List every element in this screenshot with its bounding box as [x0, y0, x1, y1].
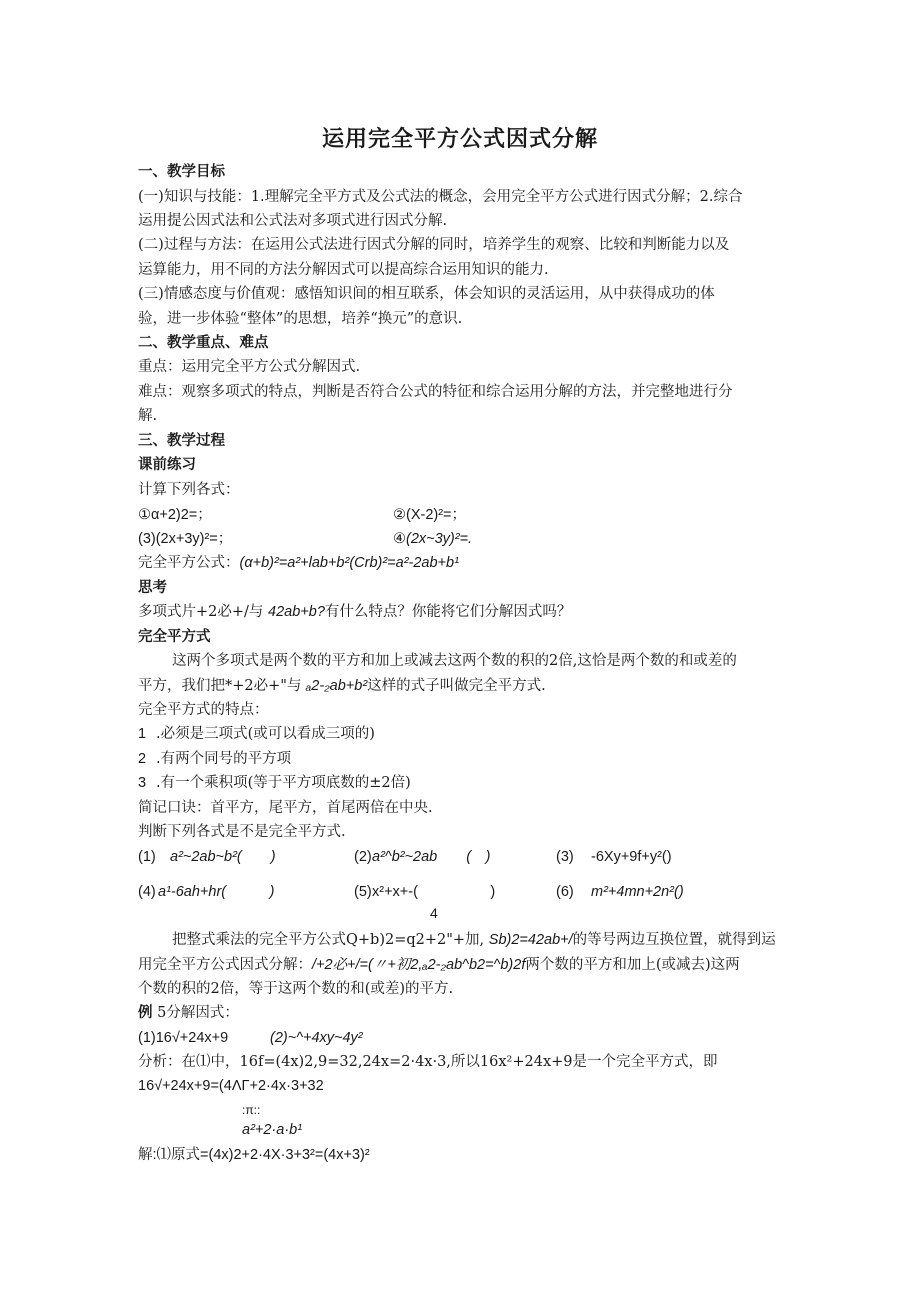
judge-item: a¹-6ah+hr( ) [158, 884, 275, 900]
solution-line: 解:⑴原式=(4x)2+2·4X·3+3²=(4x+3)² [138, 1147, 370, 1163]
text-line: 简记口诀：首平方，尾平方，首尾两倍在中央. [138, 800, 433, 816]
paragraph-line [138, 676, 546, 696]
method-line: 个数的积的2倍，等于这两个数的和(或差)的平方. [138, 981, 454, 997]
judge-item: -6Xy+9f+y²() [591, 849, 672, 865]
paragraph-line: 这两个多项式是两个数的平方和加上或减去这两个数的积的2倍,这恰是两个数的和或差的 [172, 653, 737, 669]
judge-item: x²+x+-( ) [372, 884, 496, 900]
feature-number: 3 [138, 775, 147, 791]
subheading-perfect-square: 完全平方式 [138, 629, 211, 645]
example-problem-1: (1)16√+24x+9 [138, 1030, 229, 1046]
judge-number: (4) [138, 884, 156, 900]
method-text: 两个数的平方和加上(或减去)这两 [525, 957, 740, 973]
judge-number: (1) [138, 849, 156, 865]
judge-item: a²~2ab~b²( ) [170, 849, 276, 865]
method-text: 用完全平方公式因式分解： [138, 957, 312, 973]
think-line [138, 602, 571, 622]
exercise-4: ④(2x~3y)²=. [393, 531, 473, 547]
text-line: (一)知识与技能：1.理解完全平方式及公式法的概念，会用完全平方公式进行因式分解；2.综合 [138, 189, 743, 205]
feature-number: 1 [138, 726, 147, 742]
feature-number: 2 [138, 751, 147, 767]
formula-label: 完全平方公式： [138, 555, 240, 571]
example-text: 5分解因式： [157, 1005, 239, 1021]
think-text: 多项式片+2必+/与 [138, 604, 264, 620]
analysis-line: 16√+24x+9=(4ΛΓ+2·4x·3+32 [138, 1078, 324, 1094]
method-expression: /+2必+/=(〃+初2,ₐ2-₂ab^b2=^b)2f [312, 957, 526, 973]
feature-item: .有一个乘积项(等于平方项底数的±2倍) [156, 775, 411, 791]
judge-item: m²+4mn+2n²() [591, 884, 684, 900]
text-line: (三)情感态度与价值观：感悟知识间的相互联系，体会知识的灵活运用，从中获得成功的体 [138, 286, 715, 302]
paragraph-expression: ₐ2-₂ab+b² [306, 678, 368, 694]
page-number: 4 [430, 905, 438, 921]
text-line: 完全平方式的特点： [138, 702, 269, 718]
method-line [172, 930, 776, 950]
section-heading-process: 三、教学过程 [138, 433, 225, 449]
text-line: 解. [138, 408, 158, 424]
exercise-2: ②(X-2)²=； [393, 507, 467, 523]
judge-item: a²^b²~2ab ( ) [372, 849, 491, 865]
example-heading [138, 1003, 239, 1023]
judge-number: (3) [556, 849, 574, 865]
exercise-3: (3)(2x+3y)²=； [138, 531, 233, 547]
subheading-think: 思考 [138, 580, 167, 596]
analysis-line: 分析：在⑴中，16f=(4x)2,9=32,24x=2·4x·3,所以16x²+24x+9是一个完全平方式，即 [138, 1054, 718, 1070]
judge-number: (2) [354, 849, 372, 865]
text-line: 运算能力，用不同的方法分解因式可以提高综合运用知识的能力. [138, 262, 549, 278]
section-heading-objectives: 一、教学目标 [138, 164, 225, 180]
judge-number: (6) [556, 884, 574, 900]
text-line: 重点：运用完全平方公式分解因式. [138, 359, 361, 375]
paragraph-text: 平方，我们把*+2必+"与 [138, 678, 302, 694]
think-expression: 42ab+b? [268, 604, 325, 620]
analysis-line: :π:: [242, 1103, 261, 1117]
section-heading-key-points: 二、教学重点、难点 [138, 335, 269, 351]
paragraph-text: 这样的式子叫做完全平方式. [367, 678, 546, 694]
feature-item: .必须是三项式(或可以看成三项的) [156, 726, 375, 742]
formula-expression: (α+b)²=a²+lab+b²(Crb)²=a²-2ab+b¹ [239, 555, 459, 571]
text-line: 计算下列各式： [138, 482, 240, 498]
exercise-1: ①α+2)2=； [138, 507, 212, 523]
formula-line [138, 553, 459, 573]
method-line [138, 955, 740, 975]
judge-number: (5) [354, 884, 372, 900]
subheading-warmup: 课前练习 [138, 457, 196, 473]
example-problem-2: (2)~^+4xy~4y² [270, 1030, 363, 1046]
method-text: 的等号两边互换位置，就得到运 [572, 932, 776, 948]
text-line: 判断下列各式是不是完全平方式. [138, 824, 346, 840]
method-text: 把整式乘法的完全平方公式Q+b)2=q2+2"+加, [172, 932, 485, 948]
text-line: 难点：观察多项式的特点，判断是否符合公式的特征和综合运用分解的方法，并完整地进行分 [138, 384, 733, 400]
feature-item: .有两个同号的平方项 [156, 751, 292, 767]
method-expression: Sb)2=42ab+/ [488, 932, 573, 948]
page-title: 运用完全平方公式因式分解 [321, 127, 598, 152]
text-line: (二)过程与方法：在运用公式法进行因式分解的同时，培养学生的观察、比较和判断能力以及 [138, 237, 730, 253]
example-label: 例 [138, 1005, 153, 1021]
think-question: 有什么特点？你能将它们分解因式吗？ [324, 604, 572, 620]
text-line: 验，进一步体验“整体”的思想，培养“换元”的意识. [138, 311, 463, 327]
text-line: 运用提公因式法和公式法对多项式进行因式分解. [138, 213, 448, 229]
analysis-line: a²+2·a·b¹ [242, 1122, 303, 1138]
